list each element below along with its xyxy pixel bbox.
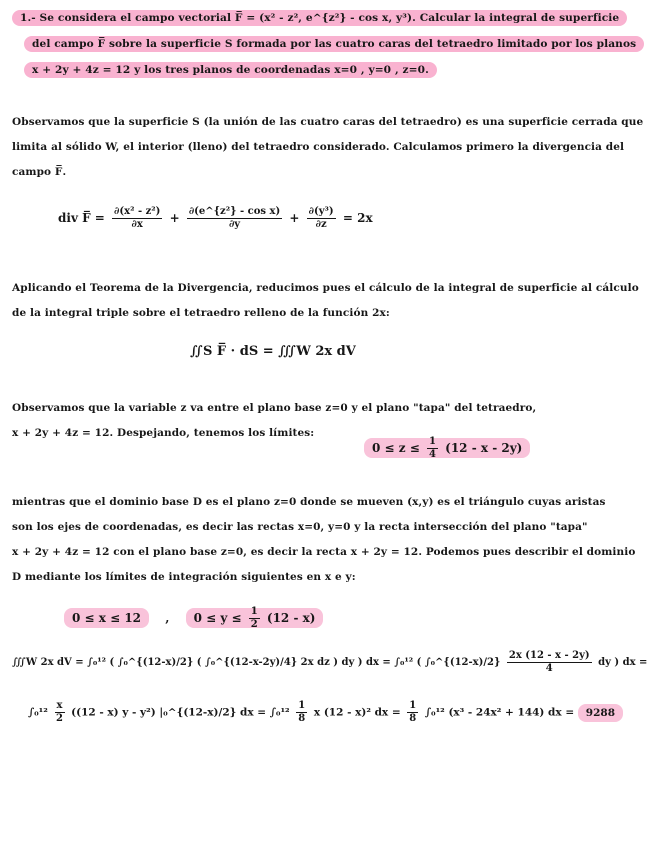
y-limits-rhs: (12 - x) [266, 611, 316, 625]
div-term-2-den: ∂y [228, 219, 241, 230]
z-limits-rhs: (12 - x - 2y) [445, 441, 523, 455]
div-term-1-den: ∂x [131, 219, 143, 230]
div-term-3-num: ∂(y³) [308, 206, 334, 217]
xy-limits [64, 606, 323, 631]
limits-separator: , [165, 611, 170, 625]
plus-sign: + [169, 211, 180, 225]
div-term-3 [307, 206, 336, 231]
calc2-frac-3-den: 8 [409, 713, 417, 724]
final-calc [28, 700, 623, 725]
statement-line-3: x + 2y + 4z = 12 y los tres planos de coordenadas x=0 , y=0 , z=0. [24, 64, 437, 76]
y-limits-lhs: 0 ≤ y ≤ [193, 611, 242, 625]
divergence-formula [58, 206, 373, 231]
para3-line-2: x + 2y + 4z = 12. Despejando, tenemos los límites: [12, 427, 315, 439]
z-limits [364, 436, 530, 461]
triple-integral-calc [12, 650, 647, 675]
para2-line-2: de la integral triple sobre el tetraedro relleno de la función 2x: [12, 307, 390, 319]
calc1-part-a: ∭W 2x dV = ∫₀¹² ( ∫₀^{(12-x)/2} ( ∫₀^{(12-x-2y)/4} 2x dz ) dy ) dx = ∫₀¹² ( ∫₀^{(12-x)/2} [12, 657, 501, 668]
y-limits-den: 2 [250, 619, 258, 630]
y-limits [186, 608, 324, 628]
calc2-part-d: ∫₀¹² (x³ - 24x² + 144) dx = [424, 706, 575, 719]
para4-line-1: mientras que el dominio base D es el plano z=0 donde se mueven (x,y) es el triángulo cuyas aristas [12, 496, 606, 508]
calc2-part-c: x (12 - x)² dx = [313, 706, 401, 719]
calc1-frac-num: 2x (12 - x - 2y) [508, 650, 590, 661]
y-limits-num: 1 [250, 606, 258, 617]
div-term-1-num: ∂(x² - z²) [114, 206, 161, 217]
para1-line-2: limita al sólido W, el interior (lleno) del tetraedro considerado. Calculamos primero la divergencia del [12, 141, 625, 153]
calc2-frac-3-num: 1 [409, 700, 417, 711]
calc1-part-b: dy ) dx = [598, 657, 648, 668]
calc2-frac-1-den: 2 [56, 713, 64, 724]
z-limits-num: 1 [429, 436, 436, 447]
para1-line-1: Observamos que la superficie S (la unión de las cuatro caras del tetraedro) es una superficie cerrada que [12, 116, 644, 128]
calc1-frac [507, 650, 592, 675]
z-limits-frac [427, 436, 438, 461]
z-limits-den: 4 [429, 449, 436, 460]
y-limits-frac [249, 606, 260, 631]
div-result: = 2x [342, 211, 373, 225]
gauss-formula: ∬S F̅ · dS = ∭W 2x dV [190, 344, 356, 359]
calc1-frac-den: 4 [545, 663, 553, 674]
calc2-frac-3 [407, 700, 418, 725]
statement-line-2: del campo F̅ sobre la superficie S formada por las cuatro caras del tetraedro limitado por los planos [24, 38, 644, 50]
div-term-1 [112, 206, 162, 231]
plus-sign: + [289, 211, 300, 225]
para2-line-1: Aplicando el Teorema de la Divergencia, reducimos pues el cálculo de la integral de superficie al cálculo [12, 282, 639, 294]
statement-line-1: 1.- Se considera el campo vectorial F̅ = (x² - z², e^{z²} - cos x, y³). Calcular la integral de superficie [12, 12, 627, 24]
para1-line-3: campo F̅. [12, 166, 67, 178]
para4-line-4: D mediante los límites de integración siguientes en x e y: [12, 571, 356, 583]
calc2-part-b: ((12 - x) y - y²) |₀^{(12-x)/2} dx = ∫₀¹² [71, 706, 290, 719]
calc2-frac-2 [296, 700, 307, 725]
para4-line-2: son los ejes de coordenadas, es decir las rectas x=0, y=0 y la recta intersección del plano "tapa" [12, 521, 588, 533]
calc2-frac-1 [55, 700, 65, 725]
calc2-part-a: ∫₀¹² [28, 706, 48, 719]
para4-line-3: x + 2y + 4z = 12 con el plano base z=0, es decir la recta x + 2y = 12. Podemos pues describir el dominio [12, 546, 636, 558]
div-lhs: div F̅ = [58, 211, 105, 225]
x-limits: 0 ≤ x ≤ 12 [64, 608, 149, 628]
z-limits-lhs: 0 ≤ z ≤ [372, 441, 420, 455]
para3-line-1: Observamos que la variable z va entre el plano base z=0 y el plano "tapa" del tetraedro, [12, 402, 537, 414]
div-term-3-den: ∂z [315, 219, 327, 230]
div-term-2 [187, 206, 282, 231]
calc2-frac-1-num: x [56, 700, 63, 711]
final-result: 9288 [578, 704, 623, 722]
calc2-frac-2-num: 1 [298, 700, 306, 711]
calc2-frac-2-den: 8 [298, 713, 306, 724]
div-term-2-num: ∂(e^{z²} - cos x) [188, 206, 281, 217]
